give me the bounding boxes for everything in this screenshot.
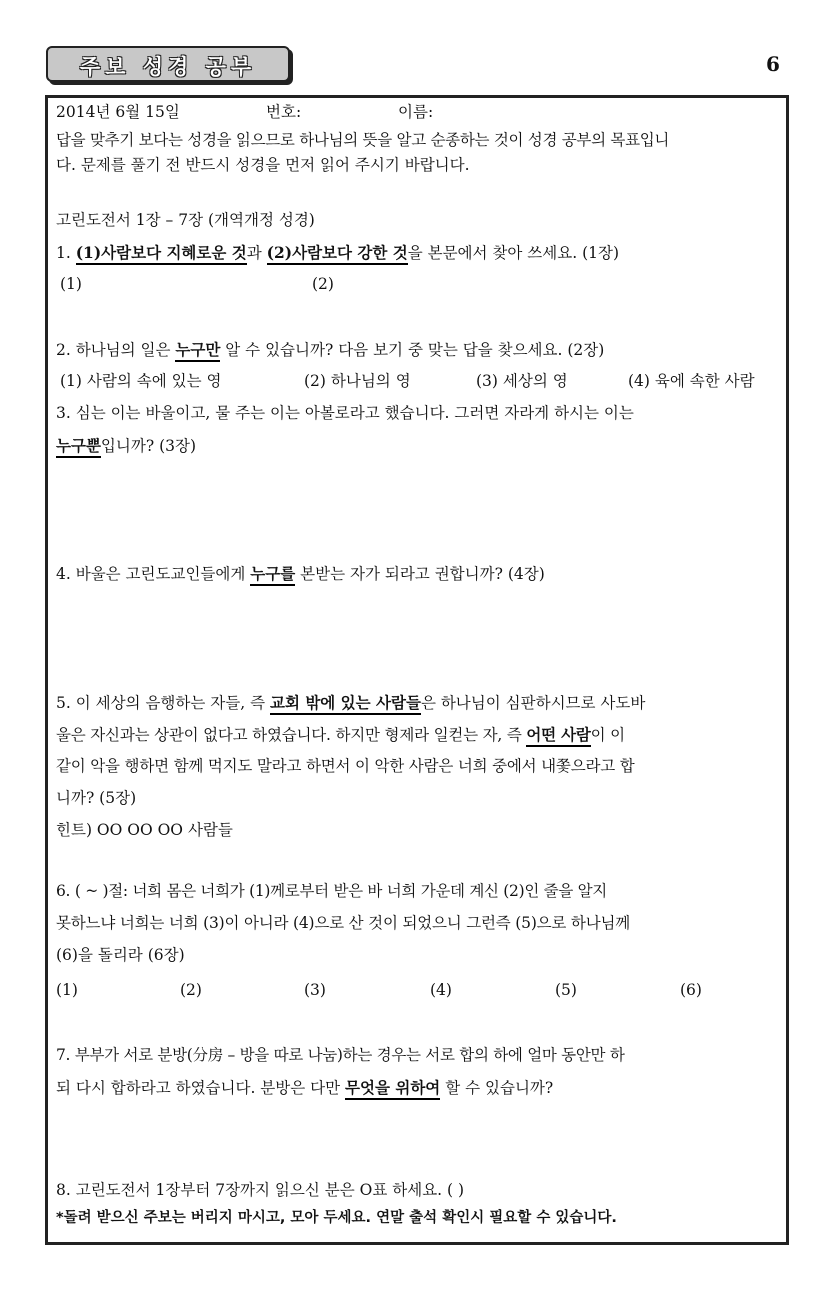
intro-line-1: 답을 맞추기 보다는 성경을 읽으므로 하나님의 뜻을 알고 순종하는 것이 성경 공부의 목표입니 — [56, 131, 670, 149]
q1-suffix: 을 본문에서 찾아 쓰세요. (1장) — [407, 244, 619, 262]
q2-underline: 누구만 — [175, 340, 220, 362]
question-7-line-1: 7. 부부가 서로 분방(分房 – 방을 따로 나눔)하는 경우는 서로 합의 하에 얼마 동안만 하 — [56, 1046, 625, 1064]
q6-blank-2: (2) — [180, 981, 202, 999]
q5-underline-1: 교회 밖에 있는 사람들 — [270, 693, 421, 715]
q1-prefix: 1. — [56, 244, 76, 262]
q7-underline: 무엇을 위하여 — [345, 1078, 440, 1100]
q2-option-4: (4) 육에 속한 사람 — [628, 372, 755, 390]
question-6-line-2: 못하느냐 너희는 너희 (3)이 아니라 (4)으로 산 것이 되었으니 그런즉 (5)으로 하나님께 — [56, 914, 631, 932]
question-5-line-3: 같이 악을 행하면 함께 먹지도 말라고 하면서 이 악한 사람은 너희 중에서 내쫓으라고 합 — [56, 757, 635, 775]
footnote: *돌려 받으신 주보는 버리지 마시고, 모아 두세요. 연말 출석 확인시 필요할 수 있습니다. — [56, 1210, 617, 1226]
question-1 — [56, 245, 619, 262]
question-3-line-2 — [56, 438, 196, 455]
q2-option-1: (1) 사람의 속에 있는 영 — [60, 372, 222, 390]
q6-blank-1: (1) — [56, 981, 78, 999]
q6-blank-5: (5) — [555, 981, 577, 999]
page-number: 6 — [766, 52, 780, 76]
q4-prefix: 4. 바울은 고린도교인들에게 — [56, 565, 251, 583]
question-7-line-2 — [56, 1080, 553, 1097]
q3-underline: 누구뿐 — [56, 436, 101, 458]
number-label: 번호: — [266, 103, 302, 121]
q1-underline-1: (1)사람보다 지혜로운 것 — [76, 243, 247, 265]
question-4 — [56, 566, 545, 583]
q2-suffix: 알 수 있습니까? 다음 보기 중 맞는 답을 찾으세요. (2장) — [220, 341, 605, 359]
question-2 — [56, 342, 604, 359]
question-5-line-4: 니까? (5장) — [56, 789, 137, 807]
q5-l2-prefix: 울은 자신과는 상관이 없다고 하였습니다. 하지만 형제라 일컫는 자, 즉 — [56, 726, 527, 744]
q2-option-2: (2) 하나님의 영 — [304, 372, 411, 390]
page-title: 주보 성경 공부 — [79, 55, 257, 79]
q6-blank-3: (3) — [304, 981, 326, 999]
q2-option-3: (3) 세상의 영 — [476, 372, 568, 390]
q1-answer-2: (2) — [312, 275, 334, 293]
header-title-box — [46, 46, 290, 82]
reading-range: 고린도전서 1장 – 7장 (개역개정 성경) — [56, 211, 315, 229]
q5-l1-suffix: 은 하나님이 심판하시므로 사도바 — [420, 694, 646, 712]
q1-answer-1: (1) — [60, 275, 82, 293]
question-3-line-1: 3. 심는 이는 바울이고, 물 주는 이는 아볼로라고 했습니다. 그러면 자라게 하시는 이는 — [56, 404, 634, 422]
q1-underline-2: (2)사람보다 강한 것 — [267, 243, 408, 265]
q4-suffix: 본받는 자가 되라고 권합니까? (4장) — [295, 565, 545, 583]
intro-line-2: 다. 문제를 풀기 전 반드시 성경을 먼저 읽어 주시기 바랍니다. — [56, 156, 470, 174]
q5-l1-prefix: 5. 이 세상의 음행하는 자들, 즉 — [56, 694, 270, 712]
question-5-line-1 — [56, 695, 645, 712]
worksheet-frame — [45, 95, 789, 1245]
date-field: 2014년 6월 15일 — [56, 103, 180, 121]
question-5-hint: 힌트) OO OO OO 사람들 — [56, 821, 233, 839]
question-5-line-2 — [56, 727, 625, 744]
q7-l2-suffix: 할 수 있습니까? — [440, 1079, 554, 1097]
q2-prefix: 2. 하나님의 일은 — [56, 341, 176, 359]
q4-underline: 누구를 — [250, 564, 295, 586]
q7-l2-prefix: 되 다시 합하라고 하였습니다. 분방은 다만 — [56, 1079, 346, 1097]
q3-suffix: 입니까? (3장) — [100, 437, 197, 455]
name-label: 이름: — [398, 103, 434, 121]
q5-underline-2: 어떤 사람 — [526, 725, 590, 747]
q6-blank-4: (4) — [430, 981, 452, 999]
q6-blank-6: (6) — [680, 981, 702, 999]
question-8: 8. 고린도전서 1장부터 7장까지 읽으신 분은 O표 하세요. ( ) — [56, 1181, 465, 1199]
question-6-line-1: 6. ( ~ )절: 너희 몸은 너희가 (1)께로부터 받은 바 너희 가운데 계신 (2)인 줄을 알지 — [56, 882, 607, 900]
q1-mid: 과 — [246, 244, 267, 262]
q5-l2-suffix: 이 이 — [590, 726, 625, 744]
question-6-line-3: (6)을 돌리라 (6장) — [56, 946, 185, 964]
